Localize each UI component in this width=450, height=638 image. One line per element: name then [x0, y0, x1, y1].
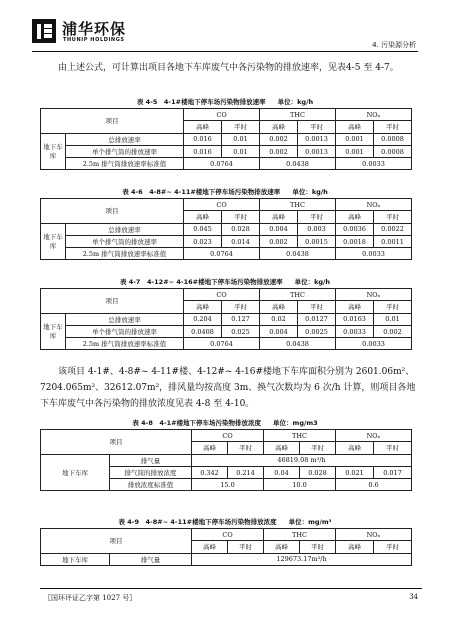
cell: 0.0013 [298, 145, 336, 157]
row-group-garage: 地下车库 [41, 454, 110, 491]
header-peak: 高峰 [260, 211, 298, 223]
header-normal: 平时 [228, 541, 264, 553]
cell: 15.0 [192, 479, 264, 491]
cell: 0.204 [184, 313, 222, 325]
page-number: 34 [409, 593, 418, 601]
table-4-8-caption: 表 4-8 4-1#楼地下停车场污染物排放浓度 单位：mg/m3 [132, 419, 318, 427]
cell: 0.0036 [336, 223, 374, 235]
header-peak: 高峰 [184, 301, 222, 313]
cell: 0.028 [222, 223, 260, 235]
header-normal: 平时 [222, 301, 260, 313]
table-4-8 [40, 429, 412, 491]
cell: 0.0127 [298, 313, 336, 325]
cell: 0.342 [192, 466, 228, 478]
cell: 0.214 [228, 466, 264, 478]
row-label-standard: 2.5m 排气筒排放速率标准值 [66, 158, 184, 170]
header-co: CO [192, 430, 264, 442]
row-label-standard: 2.5m 排气筒排放速率标准值 [66, 338, 184, 350]
header-normal: 平时 [222, 121, 260, 133]
cell: 0.002 [260, 145, 298, 157]
cell: 0.0008 [374, 133, 412, 145]
header-peak: 高峰 [184, 211, 222, 223]
header-nox: NOₓ [336, 430, 412, 442]
cell: 0.017 [374, 466, 412, 478]
cell: 0.002 [374, 325, 412, 337]
header-peak: 高峰 [264, 442, 300, 454]
cell: 0.004 [260, 325, 298, 337]
row-label-exhaust-conc: 排气筒的排放浓度 [110, 466, 192, 478]
cell: 0.0438 [260, 338, 336, 350]
cell: 0.0764 [184, 248, 260, 260]
header-peak: 高峰 [260, 121, 298, 133]
cell: 0.003 [298, 223, 336, 235]
cell: 0.045 [184, 223, 222, 235]
company-logo-icon [32, 19, 56, 43]
cell: 0.016 [184, 145, 222, 157]
cell: 0.0033 [336, 325, 374, 337]
company-name-en: THUNIP HOLDINGS [63, 37, 125, 43]
cell: 0.0764 [184, 158, 260, 170]
page-footer [40, 588, 422, 602]
cell: 0.0013 [298, 133, 336, 145]
cell: 46819.08 m³/h [192, 454, 412, 466]
row-label-single: 单个排气筒的排放速率 [66, 145, 184, 157]
header-normal: 平时 [374, 442, 412, 454]
cell: 0.016 [184, 133, 222, 145]
row-label-exhaust-volume: 排气量 [110, 553, 192, 565]
header-nox: NOₓ [336, 529, 412, 541]
cell: 0.6 [336, 479, 412, 491]
cell: 0.127 [222, 313, 260, 325]
cell: 0.004 [260, 223, 298, 235]
cell: 0.001 [336, 145, 374, 157]
cell: 0.0163 [336, 313, 374, 325]
cell: 0.021 [336, 466, 374, 478]
cell: 0.01 [222, 145, 260, 157]
header-nox: NOₓ [336, 109, 412, 121]
header-peak: 高峰 [336, 442, 374, 454]
header-normal: 平时 [298, 301, 336, 313]
header-item: 项目 [41, 289, 184, 314]
table-4-5 [40, 108, 412, 170]
header-normal: 平时 [300, 442, 336, 454]
cell: 0.02 [260, 313, 298, 325]
header-normal: 平时 [300, 541, 336, 553]
header-co: CO [184, 289, 260, 301]
cell: 0.0764 [184, 338, 260, 350]
header-item: 项目 [41, 430, 192, 455]
header-peak: 高峰 [264, 541, 300, 553]
intro-paragraph: 由上述公式，可计算出项目各地下车库废气中各污染物的排放速率，见表4-5 至 4-7。 [58, 63, 399, 73]
row-label-total: 总排放速率 [66, 313, 184, 325]
cell: 0.023 [184, 235, 222, 247]
row-label-total: 总排放速率 [66, 133, 184, 145]
header-normal: 平时 [228, 442, 264, 454]
row-group-garage: 地下车库 [41, 223, 66, 260]
header-normal: 平时 [222, 211, 260, 223]
header-normal: 平时 [298, 211, 336, 223]
cell: 0.0011 [374, 235, 412, 247]
header-peak: 高峰 [192, 442, 228, 454]
header-peak: 高峰 [192, 541, 228, 553]
table-4-6-caption: 表 4-6 4-8#~ 4-11#楼地下停车场污染物排放速率 单位：kg/h [122, 188, 328, 196]
header-thc: THC [260, 109, 336, 121]
row-label-conc-standard: 排放浓度标准值 [110, 479, 192, 491]
cell: 0.0033 [336, 338, 412, 350]
row-label-standard: 2.5m 排气筒排放速率标准值 [66, 248, 184, 260]
cell: 0.04 [264, 466, 300, 478]
row-label-total: 总排放速率 [66, 223, 184, 235]
row-label-single: 单个排气筒的排放速率 [66, 325, 184, 337]
cell: 129673.17m³/h [192, 553, 412, 565]
cell: 0.025 [222, 325, 260, 337]
header-peak: 高峰 [260, 301, 298, 313]
cell: 0.0022 [374, 223, 412, 235]
header-item: 项目 [41, 529, 192, 554]
row-group-garage: 地下车库 [41, 133, 66, 170]
cell: 0.0015 [298, 235, 336, 247]
company-name-cn: 浦华环保 [62, 20, 127, 38]
row-label-single: 单个排气筒的排放速率 [66, 235, 184, 247]
row-label-exhaust-volume: 排气量 [110, 454, 192, 466]
certificate-number: 〖国环评证乙字第 1027 号〗 [44, 594, 137, 602]
cell: 0.002 [260, 235, 298, 247]
cell: 0.0438 [260, 158, 336, 170]
header-peak: 高峰 [336, 211, 374, 223]
table-4-5-caption: 表 4-5 4-1#楼地下停车场污染物排放速率 单位：kg/h [136, 98, 314, 106]
header-co: CO [192, 529, 264, 541]
cell: 0.0025 [298, 325, 336, 337]
cell: 0.0008 [374, 145, 412, 157]
header-thc: THC [264, 529, 336, 541]
row-group-garage: 地下车库 [41, 553, 110, 565]
header-nox: NOₓ [336, 289, 412, 301]
header-normal: 平时 [374, 301, 412, 313]
cell: 0.0033 [336, 248, 412, 260]
table-4-7-caption: 表 4-7 4-12#~ 4-16#楼地下停车场污染物排放速率 单位：kg/h [119, 278, 331, 286]
cell: 0.0408 [184, 325, 222, 337]
cell: 0.01 [222, 133, 260, 145]
cell: 0.002 [260, 133, 298, 145]
header-item: 项目 [41, 199, 184, 224]
header-thc: THC [260, 289, 336, 301]
header-co: CO [184, 199, 260, 211]
cell: 0.028 [300, 466, 336, 478]
cell: 0.001 [336, 133, 374, 145]
cell: 0.014 [222, 235, 260, 247]
cell: 0.0018 [336, 235, 374, 247]
header-thc: THC [260, 199, 336, 211]
chapter-title: 4. 污染源分析 [372, 41, 416, 49]
cell: 0.0438 [260, 248, 336, 260]
header-normal: 平时 [374, 541, 412, 553]
header-normal: 平时 [374, 211, 412, 223]
header-normal: 平时 [298, 121, 336, 133]
page-header [32, 16, 418, 52]
table-4-7 [40, 288, 412, 350]
table-4-6 [40, 198, 412, 260]
table-4-9-caption: 表 4-9 4-8#~ 4-11#楼地下停车场污染物排放浓度 单位：mg/m³ [118, 518, 332, 526]
cell: 0.01 [374, 313, 412, 325]
row-group-garage: 地下车库 [41, 313, 66, 350]
header-nox: NOₓ [336, 199, 412, 211]
header-normal: 平时 [374, 121, 412, 133]
cell: 10.0 [264, 479, 336, 491]
cell: 0.0033 [336, 158, 412, 170]
body-paragraph: 该项目 4-1#、4-8#~ 4-11#楼、4-12#~ 4-16#楼地下车库面积分别为 2601.06m²、7204.065m²、32612.07m²，排风量均按高度 3m、换气次数均为 6 次/h 计算，则项目各地下车库废气中各污染物的排放浓度见表 4-8 至 4-10。 [40, 367, 416, 409]
header-thc: THC [264, 430, 336, 442]
header-peak: 高峰 [336, 121, 374, 133]
header-co: CO [184, 109, 260, 121]
header-peak: 高峰 [336, 301, 374, 313]
header-item: 项目 [41, 109, 184, 134]
header-peak: 高峰 [336, 541, 374, 553]
header-peak: 高峰 [184, 121, 222, 133]
table-4-9 [40, 528, 412, 566]
